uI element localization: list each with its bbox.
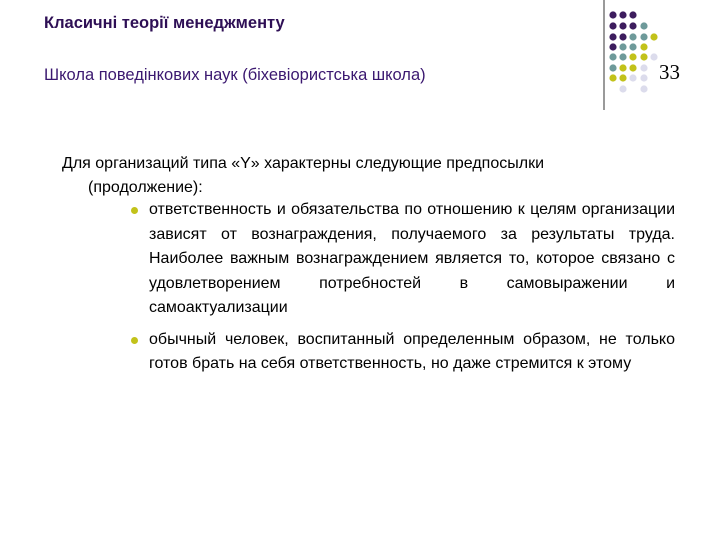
bullet-list bbox=[130, 198, 675, 384]
dot bbox=[640, 74, 647, 81]
bullet-text: обычный человек, воспитанный определенным образом, не только готов брать на себя ответственность, но даже стремится к этому bbox=[149, 330, 675, 372]
dot bbox=[619, 74, 626, 81]
dot bbox=[609, 53, 616, 60]
dot bbox=[640, 53, 647, 60]
dot bbox=[619, 43, 626, 50]
dot bbox=[609, 33, 616, 40]
dot bbox=[650, 53, 657, 60]
dot bbox=[629, 43, 636, 50]
dot bbox=[609, 74, 616, 81]
dot bbox=[619, 11, 626, 18]
dot bbox=[640, 43, 647, 50]
dot bbox=[609, 11, 616, 18]
dot bbox=[619, 33, 626, 40]
dot bbox=[609, 64, 616, 71]
dot bbox=[619, 53, 626, 60]
dot bbox=[629, 53, 636, 60]
slide-subtitle: Школа поведінкових наук (біхевіористська школа) bbox=[44, 66, 426, 84]
bullet-dot-icon bbox=[131, 337, 138, 344]
bullet-item bbox=[130, 198, 675, 321]
decorative-dot-grid bbox=[0, 0, 720, 110]
dot bbox=[640, 85, 647, 92]
dot bbox=[619, 85, 626, 92]
dot bbox=[640, 64, 647, 71]
dot bbox=[609, 43, 616, 50]
dot bbox=[619, 64, 626, 71]
dot bbox=[650, 33, 657, 40]
dot bbox=[629, 64, 636, 71]
dot bbox=[629, 22, 636, 29]
intro-line-2: (продолжение): bbox=[88, 179, 203, 196]
dot bbox=[619, 22, 626, 29]
dot bbox=[629, 11, 636, 18]
slide-title: Класичні теорії менеджменту bbox=[44, 14, 285, 32]
dot bbox=[629, 74, 636, 81]
intro-line-1: Для организаций типа «Y» характерны следующие предпосылки bbox=[62, 155, 545, 172]
dot bbox=[609, 22, 616, 29]
bullet-item bbox=[130, 328, 675, 377]
bullet-dot-icon bbox=[131, 207, 138, 214]
dot bbox=[640, 22, 647, 29]
page-number: 33 bbox=[659, 60, 680, 84]
dot bbox=[640, 33, 647, 40]
intro-text bbox=[62, 152, 682, 200]
bullet-text: ответственность и обязательства по отношению к целям организации зависят от вознаграждения, получаемого за результаты труда. Наиболее важным вознаграждением является то, которое связано с удовлетворением потребностей в самовыражении и самоактуализации bbox=[149, 201, 675, 316]
dot bbox=[629, 33, 636, 40]
